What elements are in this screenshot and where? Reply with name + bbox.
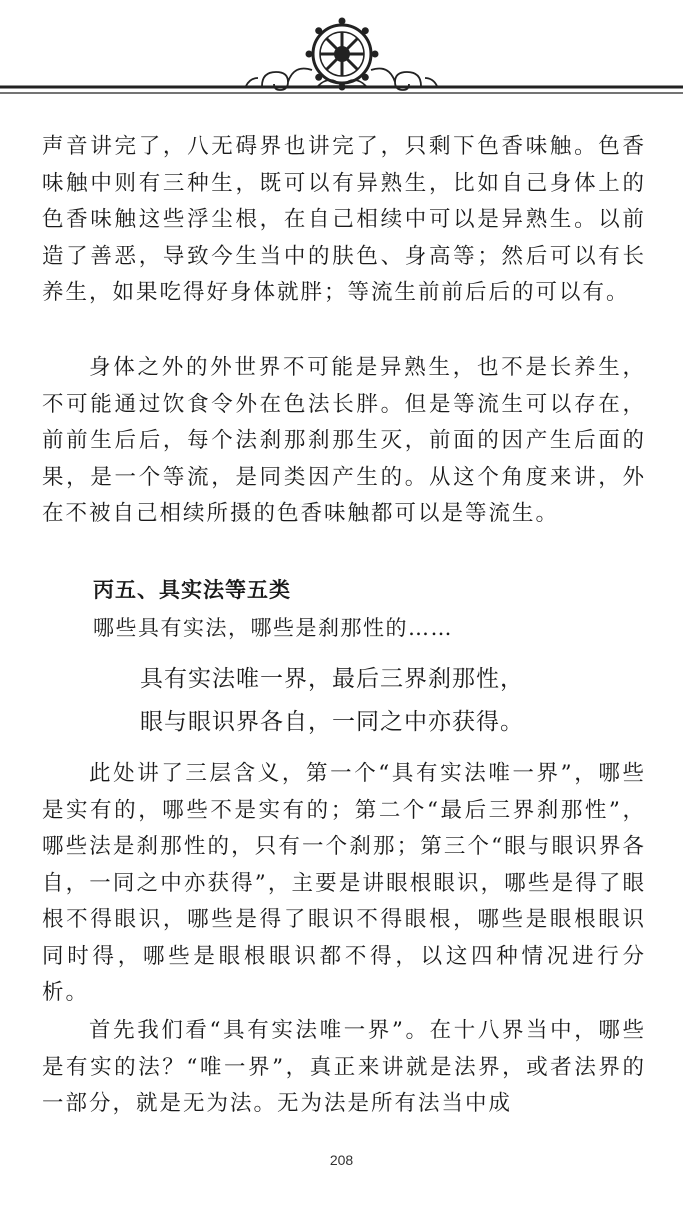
page-header [0,0,683,110]
body-paragraph: 声音讲完了，八无碍界也讲完了，只剩下色香味触。色香味触中则有三种生，既可以有异熟生，比如自己身体上的色香味触这些浮尘根，在自己相续中可以是异熟生。以前造了善恶，导致今生当中的肤色、身高等；然后可以有长养生，如果吃得好身体就胖；等流生前前后后的可以有。 [42,134,646,305]
dharma-wheel-icon [306,18,379,91]
header-ornament [0,0,683,110]
body-paragraph: 身体之外的外世界不可能是异熟生，也不是长养生，不可能通过饮食令外在色法长胖。但是等流生可以存在，前前生后后，每个法刹那刹那生灭，前面的因产生后面的果，是一个等流，是同类因产生的。从这个角度来讲，外在不被自己相续所摄的色香味触都可以是等流生。 [42,355,646,526]
verse-line: 眼与眼识界各自，一同之中亦获得。 [140,709,524,735]
page-number: 208 [329,1152,354,1168]
body-paragraph: 首先我们看“具有实法唯一界”。在十八界当中，哪些是有实的法？“唯一界”，真正来讲就是法界，或者法界的一部分，就是无为法。无为法是所有法当中成 [42,1018,646,1116]
lead-line: 哪些具有实法，哪些是刹那性的…… [93,616,453,640]
section-heading: 丙五、具实法等五类 [93,578,291,602]
body-paragraph: 此处讲了三层含义，第一个“具有实法唯一界”，哪些是实有的，哪些不是实有的；第二个“最后三界刹那性”，哪些法是刹那性的，只有一个刹那；第三个“眼与眼识界各自，一同之中亦获得”，主要是讲眼根眼识，哪些是得了眼根不得眼识，哪些是得了眼识不得眼根，哪些是眼根眼识同时得，哪些是眼根眼识都不得，以这四种情况进行分析。 [42,761,646,1005]
verse-line: 具有实法唯一界，最后三界刹那性， [140,666,524,692]
